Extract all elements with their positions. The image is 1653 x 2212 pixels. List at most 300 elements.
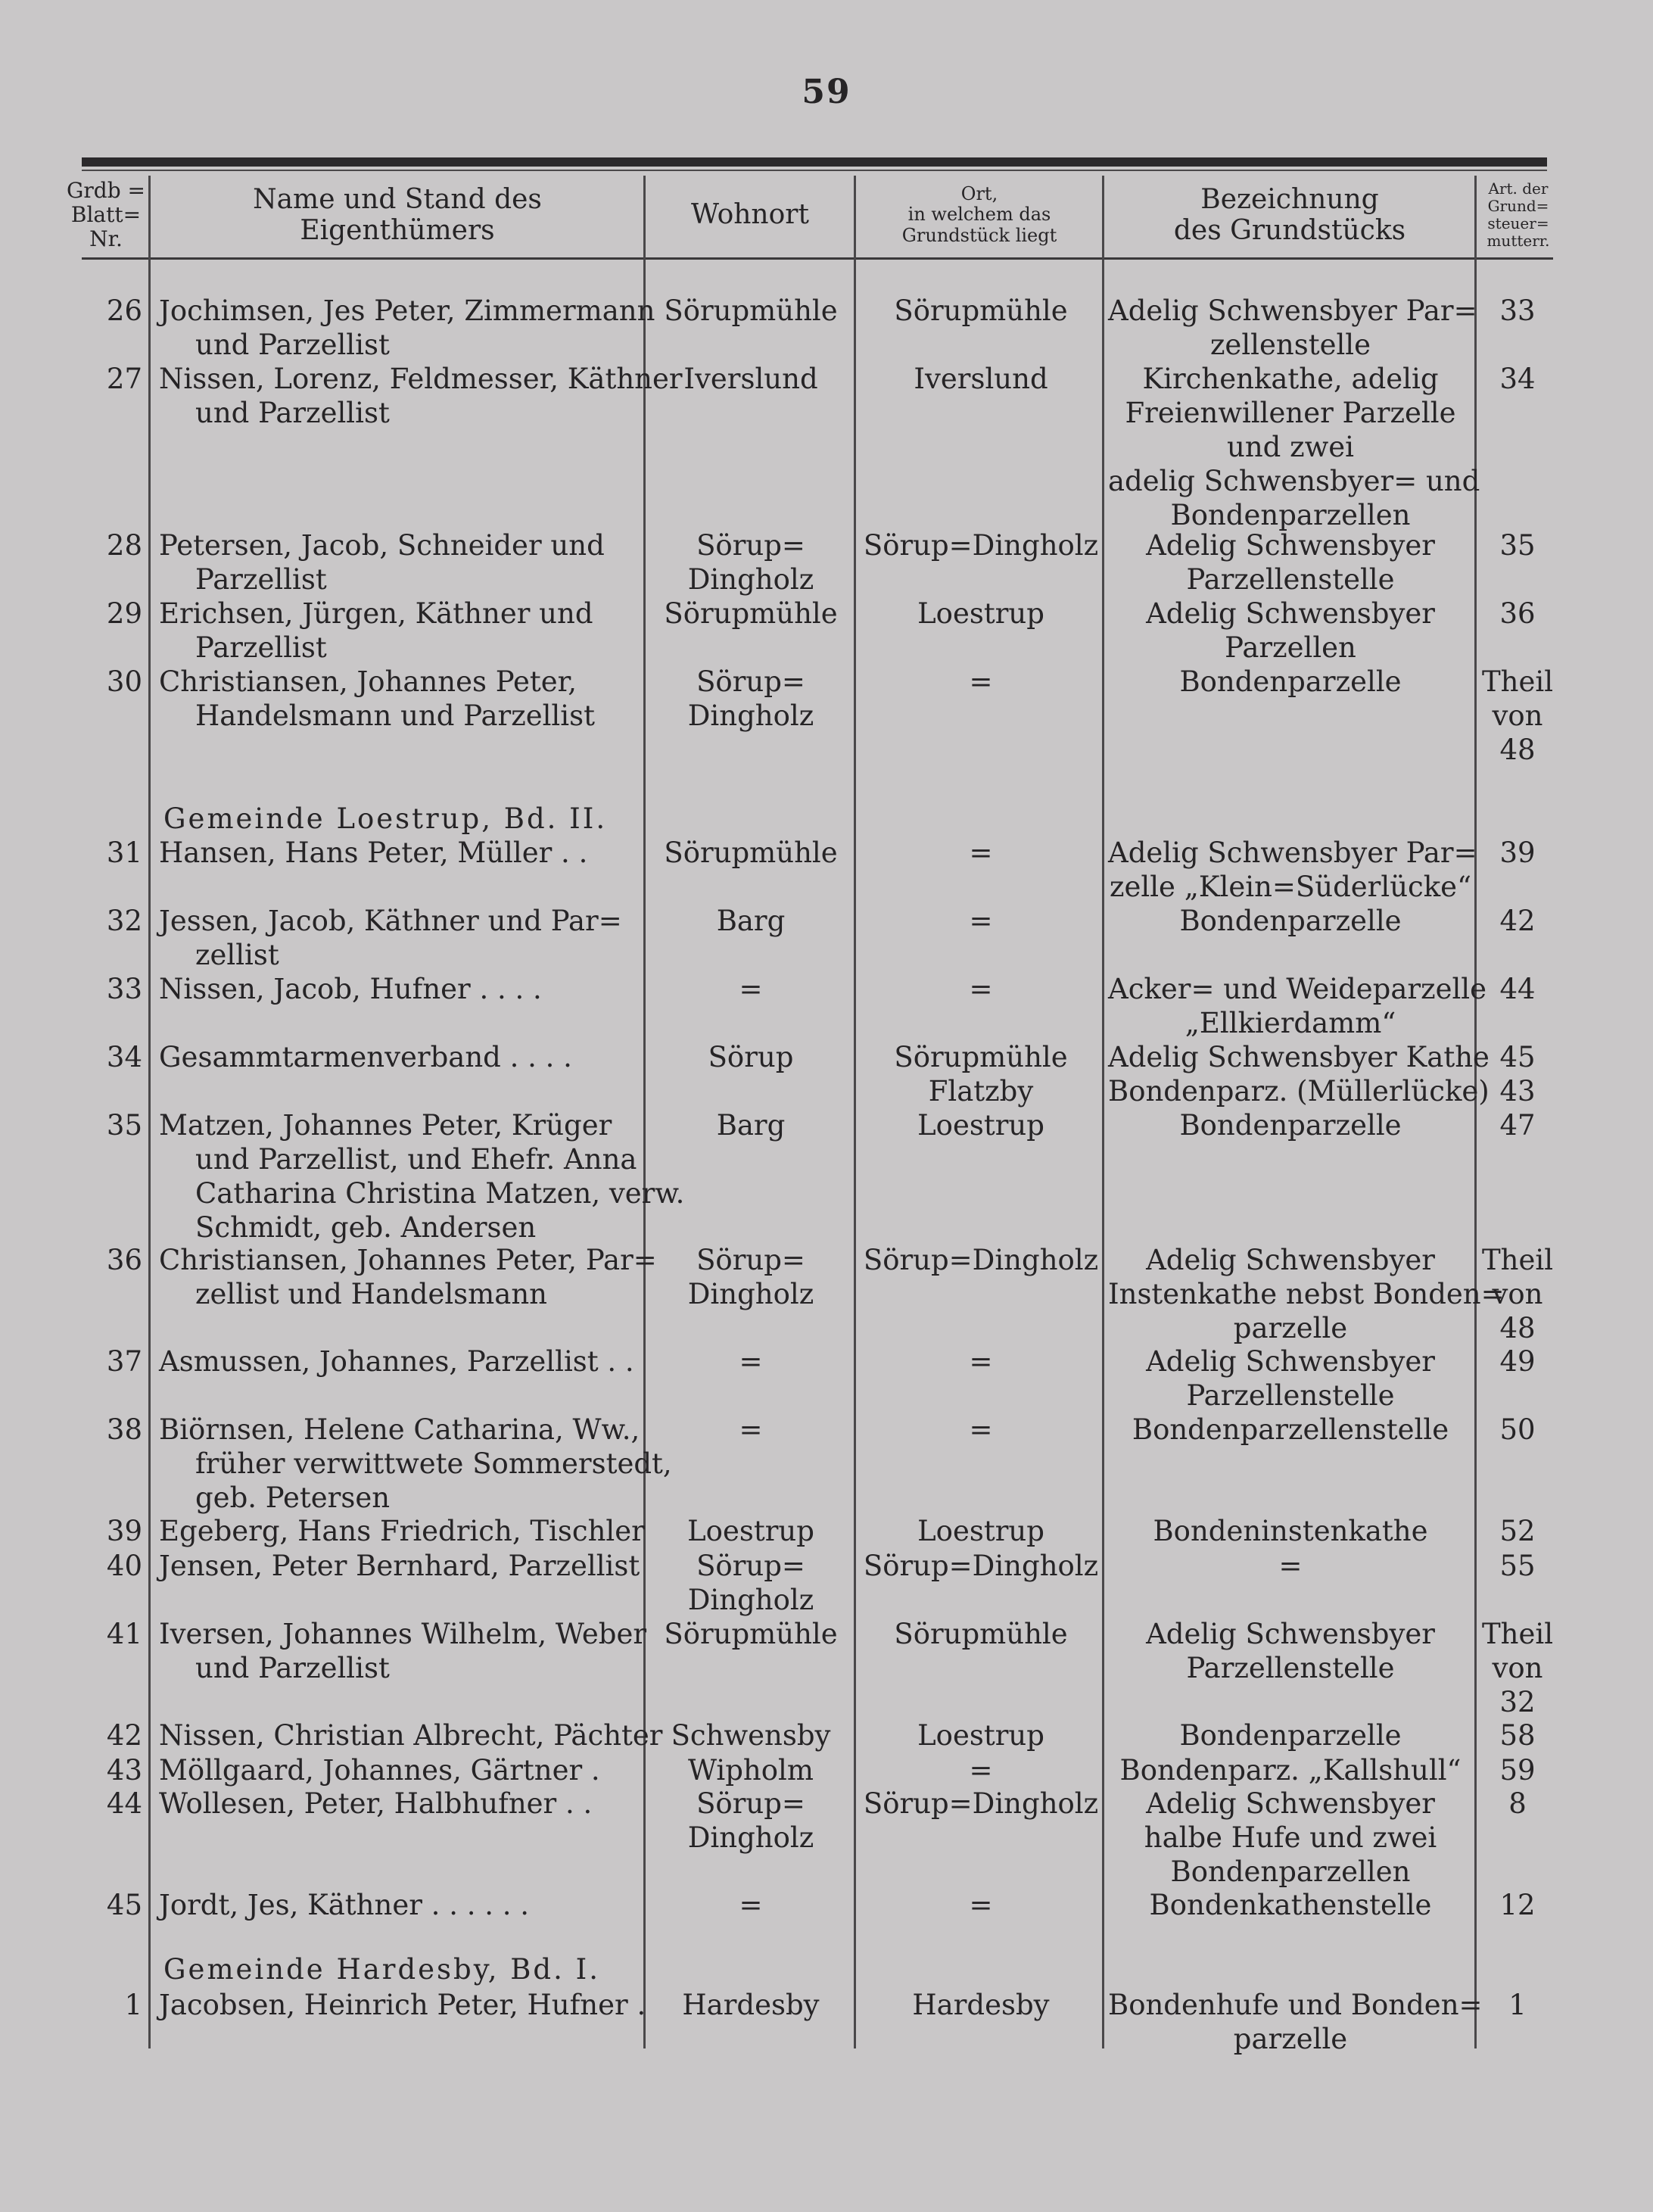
cell-line: Jessen, Jacob, Käthner und Par= xyxy=(159,905,622,937)
cell-wohnort xyxy=(648,1787,854,1855)
cell-lage xyxy=(857,1549,1105,1583)
cell-bez xyxy=(1108,362,1480,532)
header-bezeichnung: Bezeichnung des Grundstücks xyxy=(1173,183,1406,246)
cell-lage xyxy=(857,972,1105,1006)
cell-lage xyxy=(857,294,1105,328)
cell-line: Adelig Schwensbyer xyxy=(1146,597,1435,630)
cell-line: = xyxy=(969,665,993,698)
cell-line: 55 xyxy=(1499,1550,1536,1582)
cell-nr xyxy=(82,1108,142,1142)
cell-lage xyxy=(857,1888,1105,1922)
cell-art xyxy=(1477,1718,1558,1752)
cell-art xyxy=(1477,1413,1558,1447)
cell-line: 44 xyxy=(106,1787,142,1820)
cell-line: = xyxy=(739,1345,763,1378)
cell-wohnort xyxy=(648,1718,854,1752)
cell-line: Adelig Schwensbyer xyxy=(1146,529,1435,562)
cell-line: Nissen, Jacob, Hufner . . . . xyxy=(159,973,542,1005)
cell-bez xyxy=(1108,972,1487,1040)
cell-line: Bondenparz. „Kallshull“ xyxy=(1119,1754,1462,1787)
cell-line: Dingholz xyxy=(687,563,814,596)
cell-name xyxy=(159,1617,647,1685)
cell-line: früher verwittwete Sommerstedt, xyxy=(195,1447,672,1480)
cell-line: geb. Petersen xyxy=(195,1481,391,1514)
cell-line: 40 xyxy=(106,1550,142,1582)
cell-nr xyxy=(82,1787,142,1821)
cell-line: Sörup= xyxy=(696,1550,805,1582)
cell-wohnort xyxy=(648,597,854,631)
cell-line: und Parzellist xyxy=(195,397,390,429)
cell-lage xyxy=(857,1988,1105,2022)
cell-lage xyxy=(857,597,1105,631)
cell-wohnort xyxy=(648,665,854,733)
cell-line: 33 xyxy=(106,973,142,1005)
cell-line: Jacobsen, Heinrich Peter, Hufner . xyxy=(159,1989,646,2021)
page-number: 59 xyxy=(802,73,851,111)
cell-line: Sörup= xyxy=(696,1787,805,1820)
cell-line: = xyxy=(739,1889,763,1921)
cell-line: Bondenparzellen xyxy=(1170,499,1411,531)
section-heading-hardesby: Gemeinde Hardesby, Bd. I. xyxy=(163,1953,600,1986)
cell-line: Parzellenstelle xyxy=(1186,1652,1395,1684)
cell-line: Bondenparzelle xyxy=(1179,1109,1402,1142)
cell-bez xyxy=(1108,1718,1473,1752)
cell-wohnort xyxy=(648,1413,854,1447)
cell-line: Bondenhufe und Bonden= xyxy=(1108,1989,1483,2021)
cell-line: 59 xyxy=(1499,1754,1536,1787)
cell-line: Theil xyxy=(1481,665,1554,698)
section-heading-loestrup: Gemeinde Loestrup, Bd. II. xyxy=(163,802,608,835)
cell-art xyxy=(1477,1787,1558,1821)
cell-name xyxy=(159,528,643,597)
cell-lage xyxy=(857,904,1105,938)
cell-name xyxy=(159,1888,643,1922)
cell-line: Parzellist xyxy=(195,631,327,664)
cell-wohnort xyxy=(648,1040,854,1074)
cell-line: 49 xyxy=(1499,1345,1536,1378)
cell-line: parzelle xyxy=(1233,2023,1348,2055)
cell-lage xyxy=(857,665,1105,699)
cell-art xyxy=(1477,597,1558,631)
cell-line: Sörupmühle xyxy=(664,597,838,630)
cell-art xyxy=(1477,1753,1558,1787)
cell-line: 31 xyxy=(106,837,142,869)
cell-line: Bondenparzelle xyxy=(1179,1719,1402,1752)
cell-line: Schwensby xyxy=(671,1719,831,1752)
cell-nr xyxy=(82,597,142,631)
cell-nr xyxy=(82,1413,142,1447)
cell-line: Adelig Schwensbyer xyxy=(1146,1618,1435,1650)
cell-line: Kirchenkathe, adelig xyxy=(1142,363,1439,395)
cell-line: 36 xyxy=(1499,597,1536,630)
cell-line: Sörup=Dingholz xyxy=(863,529,1099,562)
cell-line: Bondenparzellenstelle xyxy=(1132,1413,1449,1446)
cell-line: Bondeninstenkathe xyxy=(1153,1515,1428,1547)
cell-nr xyxy=(82,972,142,1006)
cell-lage xyxy=(857,1617,1105,1651)
cell-lage xyxy=(857,1344,1105,1379)
cell-line: 47 xyxy=(1499,1109,1536,1142)
cell-line: Instenkathe nebst Bonden= xyxy=(1108,1278,1505,1310)
cell-line: = xyxy=(969,1413,993,1446)
cell-wohnort xyxy=(648,1617,854,1651)
cell-name xyxy=(159,1514,643,1548)
cell-name xyxy=(159,1108,685,1245)
cell-line: Parzellenstelle xyxy=(1186,1379,1395,1412)
cell-line: Dingholz xyxy=(687,1584,814,1616)
cell-wohnort xyxy=(648,528,854,597)
cell-nr xyxy=(82,1040,142,1074)
cell-line: Christiansen, Johannes Peter, Par= xyxy=(159,1244,657,1276)
cell-name xyxy=(159,972,643,1006)
cell-line: 29 xyxy=(106,597,142,630)
cell-bez xyxy=(1108,1787,1473,1889)
cell-line: Bondenkathenstelle xyxy=(1149,1889,1432,1921)
cell-line: Bondenparzelle xyxy=(1179,905,1402,937)
cell-wohnort xyxy=(648,972,854,1006)
cell-wohnort xyxy=(648,1514,854,1548)
cell-line: 39 xyxy=(106,1515,142,1547)
cell-wohnort xyxy=(648,1344,854,1379)
cell-line: Parzellist xyxy=(195,563,327,596)
cell-line: = xyxy=(969,1754,993,1787)
cell-line: 34 xyxy=(1499,363,1536,395)
cell-nr xyxy=(82,1753,142,1787)
cell-line: 35 xyxy=(106,1109,142,1142)
cell-line: Sörup xyxy=(708,1041,794,1073)
cell-bez xyxy=(1108,904,1473,938)
cell-lage xyxy=(857,1413,1105,1447)
cell-line: Sörup= xyxy=(696,665,805,698)
cell-nr xyxy=(82,1718,142,1752)
cell-nr xyxy=(82,836,142,870)
cell-line: Adelig Schwensbyer Par= xyxy=(1108,837,1477,869)
cell-line: 50 xyxy=(1499,1413,1536,1446)
cell-bez xyxy=(1108,1549,1473,1583)
cell-bez xyxy=(1108,528,1473,597)
cell-line: Jensen, Peter Bernhard, Parzellist xyxy=(159,1550,640,1582)
cell-wohnort xyxy=(648,1753,854,1787)
cell-bez xyxy=(1108,1413,1473,1447)
cell-line: Gesammtarmenverband . . . . xyxy=(159,1041,572,1073)
cell-line: Sörup=Dingholz xyxy=(863,1787,1099,1820)
cell-art xyxy=(1477,836,1558,870)
cell-nr xyxy=(82,1988,142,2022)
cell-bez xyxy=(1108,1514,1473,1548)
cell-line: von xyxy=(1492,699,1543,732)
cell-line: Barg xyxy=(716,905,786,937)
cell-line: Dingholz xyxy=(687,1821,814,1854)
cell-name xyxy=(159,1753,643,1787)
cell-nr xyxy=(82,1514,142,1548)
cell-nr xyxy=(82,1344,142,1379)
cell-lage xyxy=(857,1787,1105,1821)
cell-art xyxy=(1477,1617,1558,1719)
cell-name xyxy=(159,1040,643,1074)
cell-line: Wollesen, Peter, Halbhufner . . xyxy=(159,1787,593,1820)
cell-line: Adelig Schwensbyer Par= xyxy=(1108,294,1477,327)
cell-lage xyxy=(857,528,1105,562)
cell-lage xyxy=(857,1753,1105,1787)
cell-line: adelig Schwensbyer= und xyxy=(1108,465,1480,497)
cell-line: 37 xyxy=(106,1345,142,1378)
cell-line: Iverslund xyxy=(914,363,1048,395)
cell-line: 36 xyxy=(106,1244,142,1276)
cell-line: Adelig Schwensbyer Kathe xyxy=(1108,1041,1490,1073)
cell-nr xyxy=(82,1243,142,1277)
cell-line: 41 xyxy=(106,1618,142,1650)
cell-line: Freienwillener Parzelle xyxy=(1125,397,1456,429)
cell-lage xyxy=(857,1514,1105,1548)
cell-art xyxy=(1477,1243,1558,1345)
cell-line: Nissen, Christian Albrecht, Pächter xyxy=(159,1719,663,1752)
cell-line: parzelle xyxy=(1233,1312,1348,1344)
cell-art xyxy=(1477,528,1558,562)
cell-line: Christiansen, Johannes Peter, xyxy=(159,665,577,698)
cell-line: Sörupmühle xyxy=(894,1041,1068,1073)
cell-lage xyxy=(857,836,1105,870)
cell-line: = xyxy=(969,837,993,869)
cell-line: Jordt, Jes, Käthner . . . . . . xyxy=(159,1889,530,1921)
cell-line: 35 xyxy=(1499,529,1536,562)
cell-art xyxy=(1477,1549,1558,1583)
cell-line: Schmidt, geb. Andersen xyxy=(195,1211,537,1244)
cell-lage xyxy=(857,1108,1105,1142)
cell-line: Parzellen xyxy=(1225,631,1356,664)
cell-bez xyxy=(1108,1344,1473,1413)
cell-line: 45 xyxy=(1499,1041,1536,1073)
cell-line: Wipholm xyxy=(688,1754,814,1787)
cell-line: 32 xyxy=(1499,1686,1536,1718)
cell-line: Iversen, Johannes Wilhelm, Weber xyxy=(159,1618,647,1650)
cell-line: zellist und Handelsmann xyxy=(195,1278,547,1310)
cell-line: 8 xyxy=(1508,1787,1527,1820)
cell-name xyxy=(159,294,655,362)
cell-line: 12 xyxy=(1499,1889,1536,1921)
cell-name xyxy=(159,904,643,972)
cell-bez xyxy=(1108,1243,1505,1345)
cell-line: Sörup=Dingholz xyxy=(863,1550,1099,1582)
cell-line: Loestrup xyxy=(687,1515,814,1547)
cell-line: Sörupmühle xyxy=(664,1618,838,1650)
cell-line: = xyxy=(739,1413,763,1446)
cell-line: Loestrup xyxy=(917,597,1044,630)
cell-art xyxy=(1477,1988,1558,2022)
cell-line: 42 xyxy=(106,1719,142,1752)
cell-name xyxy=(159,1243,657,1311)
cell-art xyxy=(1477,1108,1558,1142)
cell-line: Petersen, Jacob, Schneider und xyxy=(159,529,605,562)
cell-name xyxy=(159,1988,646,2022)
cell-line: 38 xyxy=(106,1413,142,1446)
header-name: Name und Stand des Eigenthümers xyxy=(253,183,542,246)
cell-name xyxy=(159,1549,643,1583)
cell-bez xyxy=(1108,1753,1473,1787)
cell-line: Hardesby xyxy=(682,1989,820,2021)
cell-name xyxy=(159,836,643,870)
cell-line: 30 xyxy=(106,665,142,698)
cell-art xyxy=(1477,1888,1558,1922)
cell-bez xyxy=(1108,294,1477,362)
cell-nr xyxy=(82,904,142,938)
cell-bez xyxy=(1108,836,1477,904)
cell-nr xyxy=(82,1617,142,1651)
cell-line: 52 xyxy=(1499,1515,1536,1547)
cell-line: 48 xyxy=(1499,734,1536,766)
cell-line: und Parzellist xyxy=(195,329,390,361)
cell-art xyxy=(1477,1344,1558,1379)
cell-line: 26 xyxy=(106,294,142,327)
cell-line: Bondenparzelle xyxy=(1179,665,1402,698)
cell-line: = xyxy=(969,973,993,1005)
cell-lage xyxy=(857,362,1105,396)
cell-line: Adelig Schwensbyer xyxy=(1146,1787,1435,1820)
cell-line: 48 xyxy=(1499,1312,1536,1344)
cell-nr xyxy=(82,294,142,328)
cell-line: Adelig Schwensbyer xyxy=(1146,1244,1435,1276)
cell-line: Loestrup xyxy=(917,1719,1044,1752)
cell-art xyxy=(1477,362,1558,396)
cell-line: und Parzellist xyxy=(195,1652,390,1684)
cell-line: Sörup=Dingholz xyxy=(863,1244,1099,1276)
cell-line: 33 xyxy=(1499,294,1536,327)
cell-line: = xyxy=(739,973,763,1005)
cell-wohnort xyxy=(648,1108,854,1142)
cell-line: = xyxy=(1278,1550,1303,1582)
cell-name xyxy=(159,597,643,665)
cell-line: 39 xyxy=(1499,837,1536,869)
cell-line: Bondenparz. (Müllerlücke) xyxy=(1108,1075,1490,1108)
cell-line: Handelsmann und Parzellist xyxy=(195,699,595,732)
cell-line: Sörupmühle xyxy=(664,294,838,327)
cell-line: Bondenparzellen xyxy=(1170,1855,1411,1888)
cell-line: 28 xyxy=(106,529,142,562)
cell-line: Adelig Schwensbyer xyxy=(1146,1345,1435,1378)
cell-line: 43 xyxy=(1499,1075,1536,1108)
cell-name xyxy=(159,1718,663,1752)
cell-line: 1 xyxy=(124,1989,142,2021)
cell-wohnort xyxy=(648,1988,854,2022)
header-lage: Ort, in welchem das Grundstück liegt xyxy=(901,182,1057,246)
cell-line: Dingholz xyxy=(687,699,814,732)
cell-lage xyxy=(857,1040,1105,1108)
cell-line: Loestrup xyxy=(917,1109,1044,1142)
cell-name xyxy=(159,1787,643,1821)
header-nr: Grdb = Blatt= Nr. xyxy=(67,177,145,252)
cell-line: Theil xyxy=(1481,1618,1554,1650)
cell-line: „Ellkierdamm“ xyxy=(1184,1007,1396,1039)
cell-line: 1 xyxy=(1508,1989,1527,2021)
cell-line: halbe Hufe und zwei xyxy=(1144,1821,1437,1854)
cell-nr xyxy=(82,665,142,699)
cell-line: 45 xyxy=(106,1889,142,1921)
cell-line: Möllgaard, Johannes, Gärtner . xyxy=(159,1754,600,1787)
cell-line: 43 xyxy=(106,1754,142,1787)
cell-name xyxy=(159,1344,643,1379)
cell-name xyxy=(159,362,683,430)
cell-line: 27 xyxy=(106,363,142,395)
cell-nr xyxy=(82,528,142,562)
cell-line: Iverslund xyxy=(683,363,818,395)
cell-line: = xyxy=(969,1345,993,1378)
cell-line: 44 xyxy=(1499,973,1536,1005)
cell-wohnort xyxy=(648,836,854,870)
cell-line: Catharina Christina Matzen, verw. xyxy=(195,1177,685,1210)
cell-wohnort xyxy=(648,1549,854,1617)
cell-line: von xyxy=(1492,1278,1543,1310)
cell-bez xyxy=(1108,1040,1490,1108)
cell-line: Sörup= xyxy=(696,529,805,562)
header-artikel: Art. der Grund= steuer= mutterr. xyxy=(1486,179,1550,250)
cell-line: und Parzellist, und Ehefr. Anna xyxy=(195,1143,637,1176)
cell-line: Sörupmühle xyxy=(894,294,1068,327)
cell-line: Jochimsen, Jes Peter, Zimmermann xyxy=(159,294,655,327)
cell-wohnort xyxy=(648,1243,854,1311)
cell-art xyxy=(1477,904,1558,938)
cell-nr xyxy=(82,1888,142,1922)
cell-line: = xyxy=(969,905,993,937)
cell-line: von xyxy=(1492,1652,1543,1684)
cell-wohnort xyxy=(648,1888,854,1922)
cell-nr xyxy=(82,1549,142,1583)
cell-line: Asmussen, Johannes, Parzellist . . xyxy=(159,1345,634,1378)
cell-bez xyxy=(1108,1888,1473,1922)
cell-name xyxy=(159,665,643,733)
cell-name xyxy=(159,1413,672,1515)
cell-line: und zwei xyxy=(1227,431,1354,463)
cell-line: zelle „Klein=Süderlücke“ xyxy=(1110,871,1471,903)
cell-art xyxy=(1477,1040,1558,1108)
cell-bez xyxy=(1108,1988,1483,2056)
cell-line: Erichsen, Jürgen, Käthner und xyxy=(159,597,593,630)
cell-line: 42 xyxy=(1499,905,1536,937)
cell-line: zellist xyxy=(195,939,279,971)
cell-line: Egeberg, Hans Friedrich, Tischler xyxy=(159,1515,645,1547)
cell-bez xyxy=(1108,597,1473,665)
cell-bez xyxy=(1108,1108,1473,1142)
cell-line: Nissen, Lorenz, Feldmesser, Käthner xyxy=(159,363,683,395)
cell-nr xyxy=(82,362,142,396)
cell-line: Theil xyxy=(1481,1244,1554,1276)
cell-wohnort xyxy=(648,362,854,396)
cell-line: 58 xyxy=(1499,1719,1536,1752)
header-wohnort: Wohnort xyxy=(691,199,809,231)
cell-bez xyxy=(1108,1617,1473,1685)
cell-wohnort xyxy=(648,294,854,328)
cell-line: Sörupmühle xyxy=(894,1618,1068,1650)
cell-wohnort xyxy=(648,904,854,938)
cell-line: Acker= und Weideparzelle xyxy=(1108,973,1487,1005)
cell-line: Sörupmühle xyxy=(664,837,838,869)
cell-line: Barg xyxy=(716,1109,786,1142)
cell-line: Loestrup xyxy=(917,1515,1044,1547)
cell-line: Flatzby xyxy=(928,1075,1034,1108)
cell-line: zellenstelle xyxy=(1209,329,1371,361)
cell-lage xyxy=(857,1718,1105,1752)
cell-line: = xyxy=(969,1889,993,1921)
cell-line: Parzellenstelle xyxy=(1186,563,1395,596)
cell-line: Sörup= xyxy=(696,1244,805,1276)
cell-line: Matzen, Johannes Peter, Krüger xyxy=(159,1109,612,1142)
cell-line: 32 xyxy=(106,905,142,937)
cell-lage xyxy=(857,1243,1105,1277)
cell-line: 34 xyxy=(106,1041,142,1073)
cell-line: Dingholz xyxy=(687,1278,814,1310)
cell-line: Hardesby xyxy=(912,1989,1050,2021)
cell-bez xyxy=(1108,665,1473,699)
cell-art xyxy=(1477,972,1558,1006)
cell-line: Hansen, Hans Peter, Müller . . xyxy=(159,837,588,869)
